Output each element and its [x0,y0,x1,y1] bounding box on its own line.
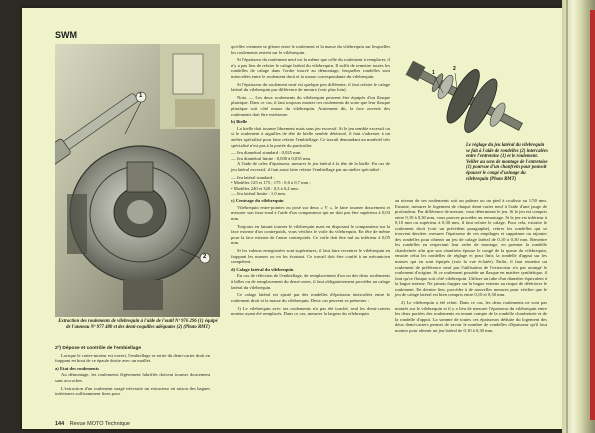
spec-line: — Jeu latéral standard : [231,174,275,180]
paragraph: 1) Le vilebrequin avec ses roulements n'a pas été touché, seul les demi-carters moteur ayant été remplacés. Dans ce cas, mesurer la largeur du vilebrequin [231,305,390,317]
spec-line: — Jeu diamétral limite : 0,030 à 0,035 mm. [231,155,312,161]
book-spine [562,0,595,433]
paragraph: Vilebrequin entre-pointes ou posé sur deux « V », le faire tourner doucement et mesurer son faux-rond à l'aide d'un comparateur qui ne doit pas être supérieur à 0,03 mm. [231,204,390,221]
paragraph: Toujours en faisant tourner le vilebrequin mais en disposant le comparateur sur la face externe d'un contrepoids, vous vérifiez le voile du vilebrequin. En tête de même pour la face externe de l'autre contrepoids. Ce voile doit être nul ou inférieur à 0,05 mm. [231,223,390,246]
callout-1-left: 1 [139,93,143,99]
callout-2-right: 2 [453,66,456,72]
spec-line: • Modèles 240 et 320 : 0,3 à 0,4 mm. [231,185,299,191]
subheading-a: a) Etat des roulements [55,365,99,371]
section-tag: SWM [55,30,77,40]
paragraph: qu'elles viennent se glisser entre le roulement et la masse du vilebrequin sur lesquelles les roulements restent sur le vilebrequin. [231,44,390,55]
figure-right-caption: Le réglage du jeu latéral du vilebrequin se fait à l'aide de rondelles (2) intercalées entre l'entretoise (1) et le roulement. Veiller au sens de montage de l'entretoise (1) pourvue d'un chanfrein pour pouvoir épouser le congé d'usinage du vilebrequin (Photo RMT) [466,143,548,182]
paragraph: L'extraction d'un roulement usagé nécessite un extracteur en raison des bagues intérieures suffisamment fines pour [55,385,210,397]
page-footer [55,421,130,427]
spec-line: — Jeu latéral limite : 1,0 mm. [231,191,287,197]
crankshaft-extraction-photo [55,44,220,317]
paragraph: Si l'épaisseur du roulement neuf est la même que celle du roulement à remplacer, il n'y a pas lieu de refaire le calage latéral du vilebrequin. Il suffit de remettre toutes les rondelles de calage dans l'ordre trouvé au démontage, lesquelles rondelles sont intercalées entre le roulement droit et la masse correspondante du vilebrequin. [231,57,390,79]
text-column-3 [395,198,547,336]
paragraph: En cas de réfection de l'embiellage, de remplacement d'un ou des deux roulements à billes ou de remplacement du demi-carter, il faut obligatoirement procéder au calage latéral du vilebrequin. [231,273,390,290]
figure-left-caption: Extraction des roulements de vilebrequin à l'aide de l'outil Nº 976 296 (1) équipé de l'anneau Nº 977 480 et des demi-coquilles adéquates (2) (Photo RMT) [58,319,218,330]
publication-name: Revue MOTO Technique [69,421,131,427]
figure-left-photo [55,44,220,317]
paragraph: La bielle doit tourner librement mais sans jeu excessif. Si le jeu semble excessif ou si le roulement à aiguilles de tête de bielle semble détérioré, il faut s'adresser à un atelier spécialisé pour faire refaire l'embiellage. Ce travail demandant un matériel très spécialisé n'est pas à la portée du particulier. [231,125,390,148]
subheading-b: b) Bielle [231,119,248,125]
paragraph: Au démontage, les roulements légèrement lubrifiés doivent tourner doucement sans accrocher. [55,372,210,383]
paragraph: Si l'épaisseur du roulement neuf est quelque peu différente, il faut refaire le calage latéral du vilebrequin par différence de mesure (voir plus loin). [231,81,390,93]
paragraph: au niveau de ses roulements soit un palmer ou un pied à coulisse au 1/50 mm. Ensuite, mesurer le logement de chaque demi-carter neuf à l'aide d'une jauge de profondeur. Par différence de mesure, vous déterminez le jeu. Si le jeu est compris entre 0,10 à 0,30 mm, vous pouvez procéder au remontage. Si le jeu est inférieur à 0,10 mm ou supérieur à 0,30 mm, il faut refaire le calage. Pour cela, extraire le roulement droit (voir un précédent paragraphe), retirer les rondelles qui se trouvent derrière, mesurer l'épaisseur de ces empilages et supprimer ou rajouter des rondelles pour obtenir un jeu de calage latéral de 0,10 à 0,30 mm. Remettre les rondelles en respectant leur ordre de montage, en premier la rondelle chanfreinée afin que son chanfrein épouse le congé de la queue du vilebrequin, ensuite celui les rondelles de réglage et pour finir, la rondelle d'appui sur les masses qui en sont équipés (voir la vue éclatée). Enfin, il faut remettre un roulement de préférence neuf par l'utilisation de l'extracteur n'a pas arrangé le roulement d'origine. Si ce roulement possède un flasque en matière synthétique, il faut qu'ce flasque soit côté vilebrequin. Utiliser un tube d'un diamètre équivalent à la bague interne. Ne jamais frapper sur la bague externe au risque de détériorer le roulement. En dernier lieu, procéder à de nouvelles mesures pour vérifier que le jeu de calage latéral est bien compris entre 0,10 et 0,30 mm. [395,198,547,298]
paragraph: Ce calage latéral est ajusté par des rondelles d'épaisseur intercalées entre le roulement droit et la masse du vilebrequin. Deux cas peuvent se présenter : [231,292,390,303]
nota-paragraph: Nota. — Les deux roulements du vilebrequin peuvent être équipés d'un flasque plastique. Dans ce cas, il faut toujours monter ces roulements de sorte que leur flasque plastique soit côté masse du vilebrequin. Autrement dit, la face ouverte des roulements doit être extérieure. [231,94,390,117]
spine-shadow [566,0,568,433]
text-column-1 [55,343,210,399]
text-column-2 [231,44,390,319]
callout-2-left: 2 [203,254,207,260]
section-heading-2: 2º) Dépose et contrôle de l'embiellage [55,346,142,351]
spec-line: • Modèles 125 et 175 ; 175 : 0,6 à 0,7 mm ; [231,180,311,186]
spec-line: — Jeu diamétral standard : 0,025 mm. [231,150,302,156]
paragraph: A l'aide de cales d'épaisseur, mesurer le jeu latéral à la tête de la bielle. En cas de jeu latéral excessif, il faut aussi faire refaire l'embiellage par un atelier spécialisé : [231,161,390,172]
paragraph: 2) Le vilebrequin a été refait. Dans ce cas, les deux roulements ne sont pas montés sur le vilebrequin et il y a lieu de mesurer l'épaisseur du vilebrequin entre les deux portées des roulements en tenant compte de la rondelle chanfreinée et de la rondelle d'appui. La somme de toutes ces épaisseurs déduite du logement des deux demi-carters permet de savoir le nombre de rondelles d'épaisseur qu'il faut monter pour obtenir un jeu latéral de 0,10 à 0,30 mm. [395,300,547,333]
page-number: 144 [55,421,65,427]
paragraph: Lorsque le carter-moteur est ouvert, l'embiellage se retire du demi-carter droit en frappant en bout de ce épaule droite avec un maillet. [55,352,210,364]
callout-1-right: 1 [432,70,435,76]
subheading-d: d) Calage latéral du vilebrequin [231,266,294,272]
next-page-red-edge [590,10,595,420]
subheading-c: c) Centrage du vilebrequin [231,198,284,204]
paragraph: Si les valeurs enregistrées sont supérieures, il faut faire recentrer le vilebrequin en frappant les masses ou en les écartant. Ce travail doit être confié à un mécanicien compétent. [231,248,390,265]
